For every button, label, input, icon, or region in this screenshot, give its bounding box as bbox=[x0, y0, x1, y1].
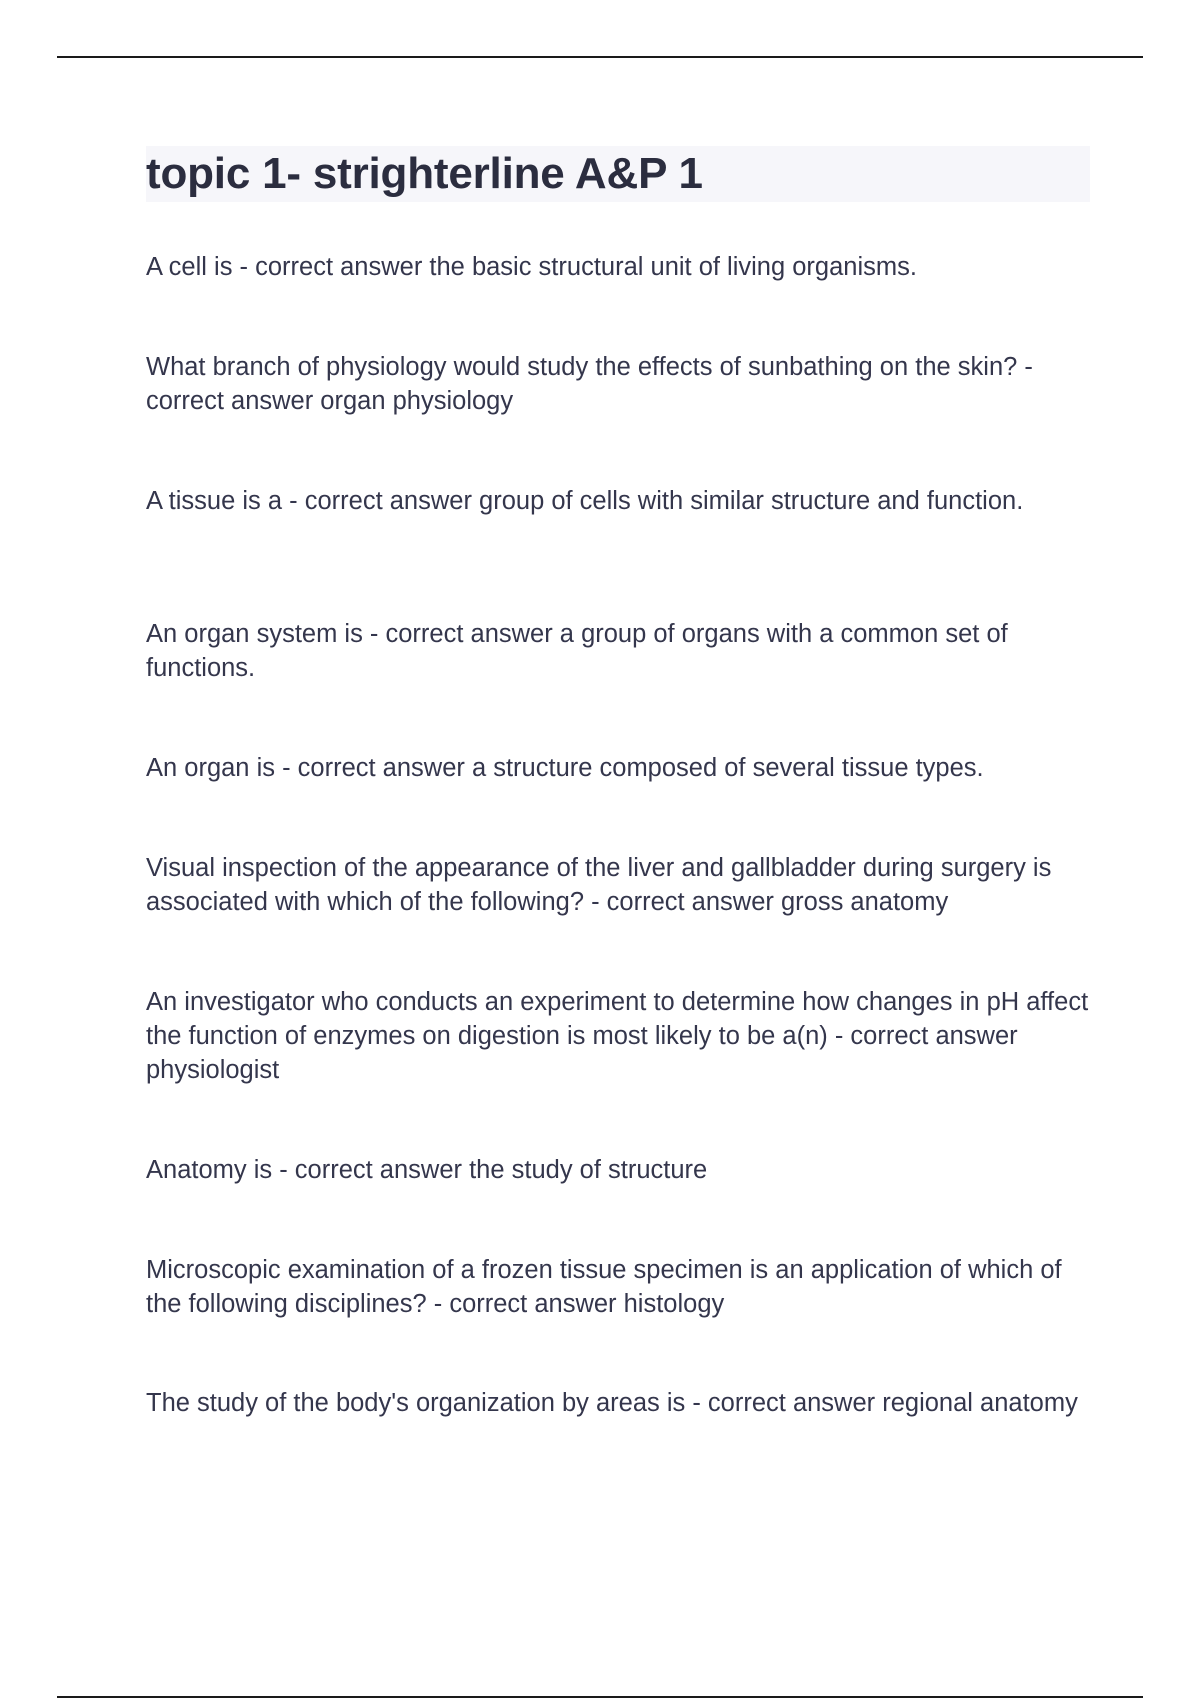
qa-item: Anatomy is - correct answer the study of structure bbox=[146, 1156, 708, 1184]
qa-item: A cell is - correct answer the basic structural unit of living organisms. bbox=[146, 253, 917, 281]
top-rule bbox=[57, 56, 1143, 58]
qa-item: What branch of physiology would study the effects of sunbathing on the skin? - correct answer organ physiology bbox=[146, 353, 1033, 415]
qa-item: Visual inspection of the appearance of the liver and gallbladder during surgery is associated with which of the following? - correct answer gross anatomy bbox=[146, 854, 1052, 916]
qa-item: An investigator who conducts an experiment to determine how changes in pH affect the function of enzymes on digestion is most likely to be a(n) - correct answer physiologist bbox=[146, 988, 1089, 1084]
qa-item: An organ is - correct answer a structure composed of several tissue types. bbox=[146, 754, 984, 782]
qa-item: A tissue is a - correct answer group of cells with similar structure and function. bbox=[146, 487, 1024, 515]
qa-item: An organ system is - correct answer a group of organs with a common set of functions. bbox=[146, 620, 1008, 682]
qa-item: The study of the body's organization by areas is - correct answer regional anatomy bbox=[146, 1389, 1078, 1417]
qa-item: Microscopic examination of a frozen tissue specimen is an application of which of the following disciplines? - correct answer histology bbox=[146, 1256, 1062, 1318]
document-title: topic 1- strighterline A&P 1 bbox=[146, 146, 1090, 202]
bottom-rule bbox=[57, 1696, 1143, 1698]
document-body bbox=[146, 146, 1090, 202]
